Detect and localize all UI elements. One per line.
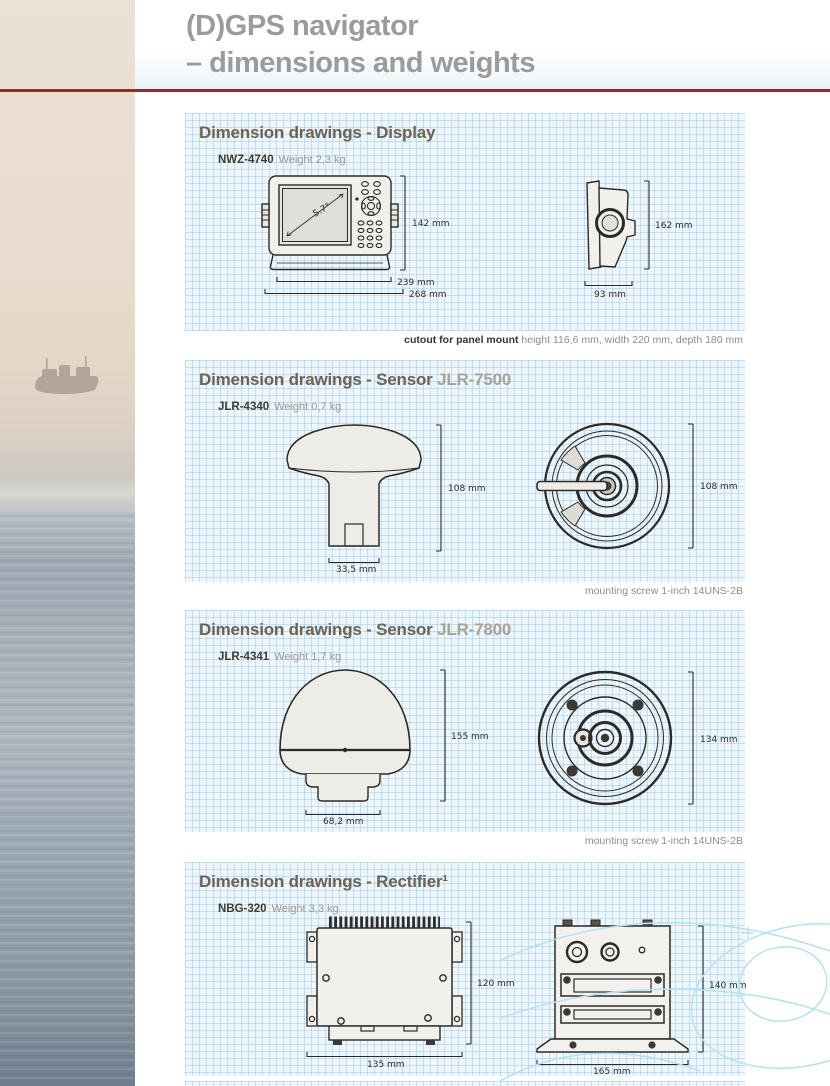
display-side-drawing bbox=[577, 175, 702, 303]
dim-width-outer-label: 268 mm bbox=[409, 290, 447, 300]
model-number: JLR-4340 bbox=[218, 401, 270, 413]
model-weight: Weight 0,7 kg bbox=[274, 401, 342, 413]
footnote-mounting-screw bbox=[185, 835, 745, 847]
model-number: NWZ-4740 bbox=[218, 154, 274, 166]
dim-height-label: 142 mm bbox=[412, 219, 450, 229]
sensor-jlr4340-front-drawing bbox=[273, 418, 498, 573]
dim-lines bbox=[688, 424, 693, 548]
page-title-line2: – dimensions and weights bbox=[186, 47, 535, 79]
rectifier-side-drawing bbox=[525, 908, 750, 1076]
display-front-drawing bbox=[257, 173, 457, 301]
antenna-top-outline bbox=[537, 424, 669, 548]
model-line bbox=[218, 401, 341, 413]
dim-width-label: 165 mm bbox=[593, 1067, 631, 1076]
next-panel-sliver bbox=[185, 1081, 745, 1086]
footnote-text: mounting screw 1-inch 14UNS-2B bbox=[584, 835, 743, 847]
display-side-outline bbox=[587, 181, 635, 269]
sea-photo bbox=[0, 0, 135, 1086]
section-heading bbox=[199, 370, 511, 390]
dim-width-label: 33,5 mm bbox=[336, 565, 377, 573]
model-line bbox=[218, 154, 346, 166]
footnote-text: height 116,6 mm, width 220 mm, depth 180 mm bbox=[518, 334, 743, 346]
footnote-cutout bbox=[185, 334, 745, 346]
dim-height-label: 140 mm bbox=[709, 981, 747, 991]
dim-width-label: 135 mm bbox=[367, 1060, 405, 1070]
heading-bold: Dimension drawings - Sensor bbox=[199, 370, 433, 389]
rectifier-front-outline bbox=[307, 922, 462, 1045]
model-weight: Weight 2,3 kg bbox=[278, 154, 346, 166]
heading-bold: Dimension drawings - Rectifier¹ bbox=[199, 872, 448, 891]
sea-texture bbox=[0, 510, 135, 1086]
dim-diameter-label: 108 mm bbox=[700, 482, 738, 492]
sensor-jlr4340-top-drawing bbox=[535, 418, 740, 558]
section-heading bbox=[199, 620, 511, 640]
antenna-outline bbox=[280, 670, 410, 801]
section-rectifier bbox=[185, 862, 745, 1076]
rectifier-front-drawing bbox=[277, 912, 527, 1070]
dim-width-label: 68,2 mm bbox=[323, 817, 364, 827]
page-title-line1: (D)GPS navigator bbox=[186, 10, 419, 42]
sensor-jlr4341-top-drawing bbox=[530, 665, 745, 815]
section-sensor-jlr7800 bbox=[185, 610, 745, 832]
model-number: JLR-4341 bbox=[218, 651, 270, 663]
antenna-top-outline bbox=[539, 672, 671, 804]
heading-bold: Dimension drawings - Display bbox=[199, 123, 436, 142]
dim-width-inner-label: 239 mm bbox=[397, 278, 435, 288]
model-weight: Weight 3,3 kg bbox=[271, 903, 339, 915]
section-sensor-jlr7500 bbox=[185, 360, 745, 582]
page-title bbox=[186, 8, 535, 82]
footnote-text: mounting screw 1-inch 14UNS-2B bbox=[584, 585, 743, 597]
model-number: NBG-320 bbox=[218, 903, 267, 915]
dim-diameter-label: 134 mm bbox=[700, 735, 738, 745]
accent-rule bbox=[0, 89, 830, 92]
dim-height-label: 108 mm bbox=[448, 484, 486, 494]
rectifier-side-outline bbox=[537, 920, 688, 1052]
dim-width-label: 93 mm bbox=[594, 290, 626, 300]
heading-model: JLR-7800 bbox=[432, 620, 512, 639]
dim-height-label: 162 mm bbox=[655, 221, 693, 231]
sensor-jlr4341-front-drawing bbox=[260, 662, 495, 827]
dim-lines bbox=[688, 672, 693, 804]
dim-height-label: 155 mm bbox=[451, 732, 489, 742]
display-front-outline bbox=[262, 176, 398, 270]
model-weight: Weight 1,7 kg bbox=[274, 651, 342, 663]
screen-size-label: 5.7" bbox=[311, 201, 333, 220]
section-heading bbox=[199, 123, 435, 143]
dim-height-label: 120 mm bbox=[477, 979, 515, 989]
heading-model: JLR-7500 bbox=[432, 370, 512, 389]
section-display bbox=[185, 113, 745, 331]
section-heading bbox=[199, 872, 448, 892]
ship-silhouette bbox=[32, 352, 110, 400]
footnote-bold: cutout for panel mount bbox=[404, 334, 519, 346]
footnote-mounting-screw bbox=[185, 585, 745, 597]
heading-bold: Dimension drawings - Sensor bbox=[199, 620, 433, 639]
antenna-outline bbox=[287, 425, 421, 546]
